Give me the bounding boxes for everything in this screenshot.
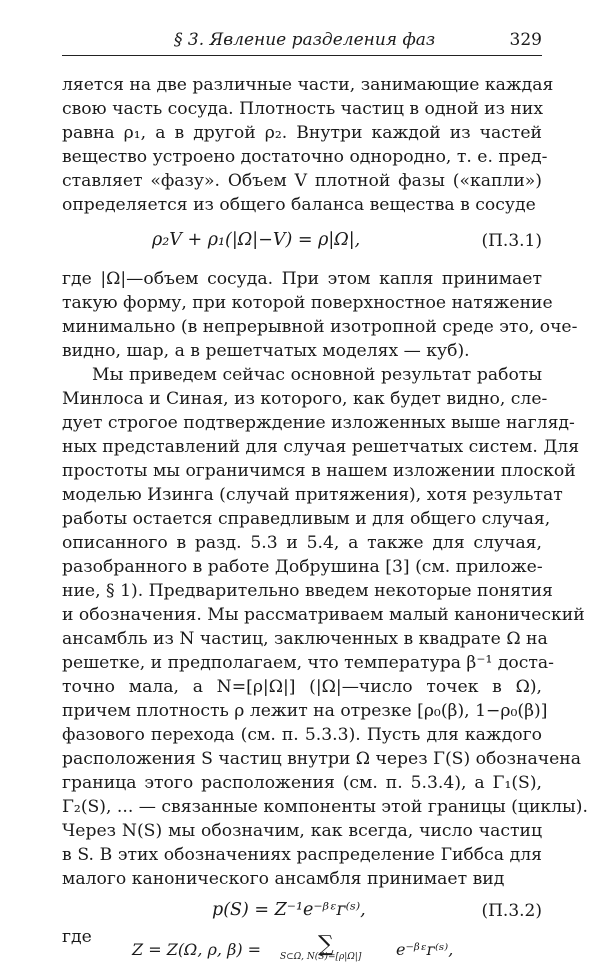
equation-number-p31: (П.3.1): [481, 231, 542, 251]
text-line: минимально (в непрерывной изотропной среде это, оче-: [62, 317, 578, 337]
where-word: где: [62, 927, 92, 947]
text-line: ставляет «фазу». Объем V плотной фазы («капли»): [62, 171, 542, 191]
equation-z-lhs: Z = Z(Ω, ρ, β) =: [132, 940, 262, 959]
text-line: видно, шар, а в решетчатых моделях — куб).: [62, 341, 470, 361]
equation-p31: ρ₂V + ρ₁(|Ω|−V) = ρ|Ω|,: [152, 230, 361, 250]
equation-p32: p(S) = Z⁻¹e⁻ᵝᵋᴦ⁽ˢ⁾,: [212, 900, 366, 920]
text-line: разобранного в работе Добрушина [3] (см. приложе-: [62, 557, 543, 577]
text-line: Через N(S) мы обозначим, как всегда, число частиц: [62, 821, 542, 841]
running-header: [62, 28, 542, 52]
text-line: Минлоса и Синая, из которого, как будет видно, сле-: [62, 389, 548, 409]
text-line: ние, § 1). Предварительно введем некоторые понятия: [62, 581, 553, 601]
header-rule: [62, 55, 542, 56]
page-number: 329: [509, 30, 542, 50]
text-line: описанного в разд. 5.3 и 5.4, а также для случая,: [62, 533, 542, 553]
text-line: Γ₂(S), ... — связанные компоненты этой границы (циклы).: [62, 797, 588, 817]
sum-symbol: ∑: [318, 932, 334, 957]
running-title: § 3. Явление разделения фаз: [174, 30, 436, 50]
equation-number-p32: (П.3.2): [481, 901, 542, 921]
text-line: дует строгое подтверждение изложенных выше нагляд-: [62, 413, 575, 433]
text-line: свою часть сосуда. Плотность частиц в одной из них: [62, 99, 544, 119]
text-line: где |Ω|—объем сосуда. При этом капля принимает: [62, 269, 542, 289]
text-line: моделью Изинга (случай притяжения), хотя результат: [62, 485, 563, 505]
text-line: решетке, и предполагаем, что температура β⁻¹ доста-: [62, 653, 554, 673]
text-line: ансамбль из N частиц, заключенных в квадрате Ω на: [62, 629, 548, 649]
text-line: такую форму, при которой поверхностное натяжение: [62, 293, 553, 313]
text-line: точно мала, а N=[ρ|Ω|] (|Ω|—число точек в Ω),: [62, 677, 542, 697]
text-line: в S. В этих обозначениях распределение Гиббса для: [62, 845, 542, 865]
text-line: Мы приведем сейчас основной результат работы: [92, 365, 542, 385]
text-line: малого канонического ансамбля принимает вид: [62, 869, 505, 889]
text-line: работы остается справедливым и для общего случая,: [62, 509, 551, 529]
sum-subscript: S⊂Ω, N(S)=[ρ|Ω|]: [280, 952, 362, 962]
text-line: фазового перехода (см. п. 5.3.3). Пусть для каждого: [62, 725, 542, 745]
text-line: вещество устроено достаточно однородно, т. е. пред-: [62, 147, 548, 167]
text-line: определяется из общего баланса вещества в сосуде: [62, 195, 536, 215]
text-line: ляется на две различные части, занимающие каждая: [62, 75, 554, 95]
text-line: причем плотность ρ лежит на отрезке [ρ₀(β), 1−ρ₀(β)]: [62, 701, 548, 721]
text-line: и обозначения. Мы рассматриваем малый канонический: [62, 605, 585, 625]
text-line: ных представлений для случая решетчатых систем. Для: [62, 437, 580, 457]
text-line: граница этого расположения (см. п. 5.3.4), а Γ₁(S),: [62, 773, 542, 793]
equation-z-rhs: e⁻ᵝᵋᴦ⁽ˢ⁾,: [396, 940, 454, 959]
text-line: равна ρ₁, а в другой ρ₂. Внутри каждой из частей: [62, 123, 542, 143]
text-line: расположения S частиц внутри Ω через Γ(S) обозначена: [62, 749, 581, 769]
text-line: простоты мы ограничимся в нашем изложении плоской: [62, 461, 576, 481]
